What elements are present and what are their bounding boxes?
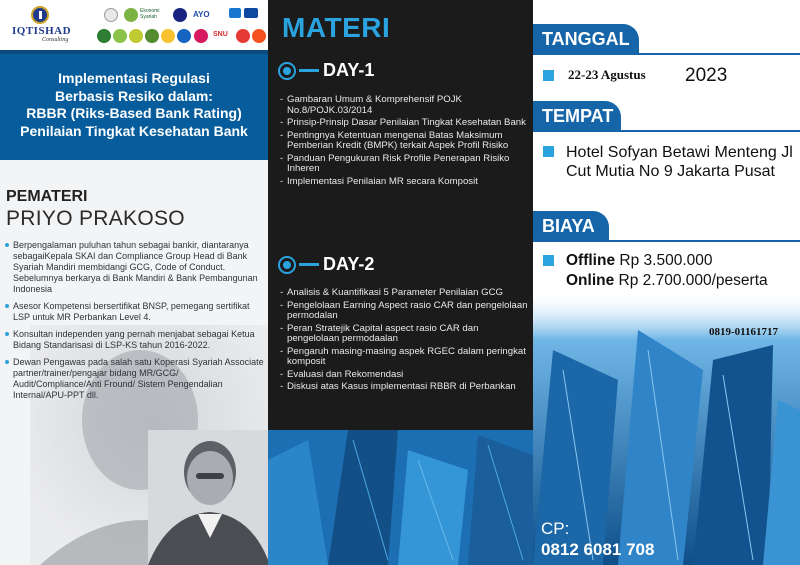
offline-fee-label: Offline [566,252,616,269]
day1-topic-list [280,95,530,189]
day1-topic-item: - Implementasi Penilaian MR secara Komposit [280,177,530,188]
contact-phone-secondary: 0819-01161717 [709,326,779,338]
day2-topic-item: - Diskusi atas Kasus implementasi RBBR di Perbankan [280,382,530,393]
event-title-line: Implementasi Regulasi [58,70,210,86]
partner-logo-icon [97,29,111,43]
day2-topic-item: - Pengaruh masing-masing aspek RGEC dalam peringkat komposit [280,347,530,368]
partner-logo-icon [194,29,208,43]
day1-topic-item: - Pentingnya Ketentuan mengenai Batas Maksimum Pemberian Kredit (BMPK) terkait Aspek Profil Risiko [280,131,530,152]
fee-section-tab: BIAYA [533,211,609,242]
square-bullet-icon [543,255,554,266]
speaker-bio-item: Berpengalaman puluhan tahun sebagai bankir, diantaranya sebagaiKepala SKAI dan Compliance Group Head di Bank Syariah Mandiri membidangi GCG, Code of Conduct. Sebelumnya berkarya di Bank Mandiri & Bank Pembangunan Indonesia [4,240,266,295]
date-section-tab: TANGGAL [533,24,639,55]
event-title [4,70,264,140]
offline-fee [566,252,712,270]
partner-logo-icon [124,8,138,22]
info-panel [533,0,800,565]
venue-section-tab: TEMPAT [533,101,621,132]
square-bullet-icon [543,70,554,81]
partner-logo-icon [104,8,118,22]
dash-line-icon [299,263,319,266]
day1-topic-item: - Gambaran Umum & Komprehensif POJK No.8/POJK.03/2014 [280,95,530,116]
day2-topic-list [280,288,530,395]
city-skyline-image [268,430,533,565]
partner-logo-icon [113,29,127,43]
event-venue: Hotel Sofyan Betawi Menteng Jl Cut Mutia No 9 Jakarta Pusat [566,144,793,180]
materi-title: MATERI [282,12,391,43]
partner-logo-icon [173,8,187,22]
day2-topic-item: - Evaluasi dan Rekomendasi [280,370,530,381]
contact-person-phone: 0812 6081 708 [541,540,655,559]
square-bullet-icon [543,146,554,157]
event-title-box [0,50,268,160]
contact-person-label: CP: [541,519,570,538]
day2-topic-item: - Peran Stratejik Capital aspect rasio CAR dan pengelolaan permodaalan [280,324,530,345]
day1-topic-item: - Prinsip-Prinsip Dasar Penilaian Tingkat Kesehatan Bank [280,118,530,129]
offline-fee-price: Rp 3.500.000 [619,252,713,269]
day2-topic-item: - Pengelolaan Earning Aspect rasio CAR dan pengelolaan permodalan [280,301,530,322]
brand-tagline: Consulting [42,37,69,43]
left-panel [0,0,268,565]
partner-logo-icon [161,29,175,43]
circle-bullet-icon [278,62,296,80]
online-fee [566,272,768,290]
online-fee-price: Rp 2.700.000/peserta [618,272,768,289]
day1-topic-item: - Panduan Pengukuran Risk Profile Penerapan Risiko Inheren [280,154,530,175]
speaker-bio-item: Konsultan independen yang pernah menjabat sebagai Ketua Bidang Standarisasi di LSP-KS tahun 2016-2022. [4,329,266,351]
circle-bullet-icon [278,256,296,274]
partner-logo-icon [236,29,250,43]
brand-name: IQTISHAD [12,25,72,37]
ayo-logo-label: AYO [193,10,210,19]
materi-panel [268,0,533,565]
day1-label: DAY-1 [323,60,375,80]
speaker-bio-item: Dewan Pengawas pada salah satu Koperasi Syariah Associate partner/trainer/pengajar bidang MR/GCG/ Audit/Compliance/Anti Fround/ Sistem Pengendalian Internal/APU-PPT dll. [4,357,266,401]
speaker-name: PRIYO PRAKOSO [6,207,185,230]
logo-bar [0,0,268,50]
dash-line-icon [299,69,319,72]
speaker-bio-item: Asesor Kompetensi bersertifikat BNSP, pemegang sertifikat LSP untuk MR Perbankan Level 4. [4,301,266,323]
event-title-line: Penilaian Tingkat Kesehatan Bank [20,122,248,139]
event-date-year: 2023 [685,65,728,86]
day2-topic-item: - Analisis & Kuantifikasi 5 Parameter Penilaian GCG [280,288,530,299]
section-divider [533,130,800,132]
speaker-bio-list [4,240,266,407]
speaker-section-label: PEMATERI [6,188,88,205]
event-title-line: RBBR (Riks-Based Bank Rating) [26,105,242,121]
online-fee-label: Online [566,272,615,289]
partner-logo-icon [252,29,266,43]
section-divider [533,240,800,242]
event-date-days: 22-23 Agustus [568,67,646,82]
partner-logo-icon [145,29,159,43]
day1-header [278,60,374,81]
section-divider [533,53,800,55]
partner-logo-icon [244,8,258,18]
partner-logo-icon [229,8,241,18]
iqtishad-logo-icon [31,6,49,24]
partner-logo-icon [129,29,143,43]
day2-label: DAY-2 [323,254,375,274]
ekonomi-syariah-label: Ekonomi Syariah [140,8,160,20]
day2-header [278,254,374,275]
event-title-line: Berbasis Resiko dalam: [55,87,213,104]
snu-logo-label: SNU [213,31,228,38]
partner-logo-icon [177,29,191,43]
speaker-photo [148,430,268,565]
